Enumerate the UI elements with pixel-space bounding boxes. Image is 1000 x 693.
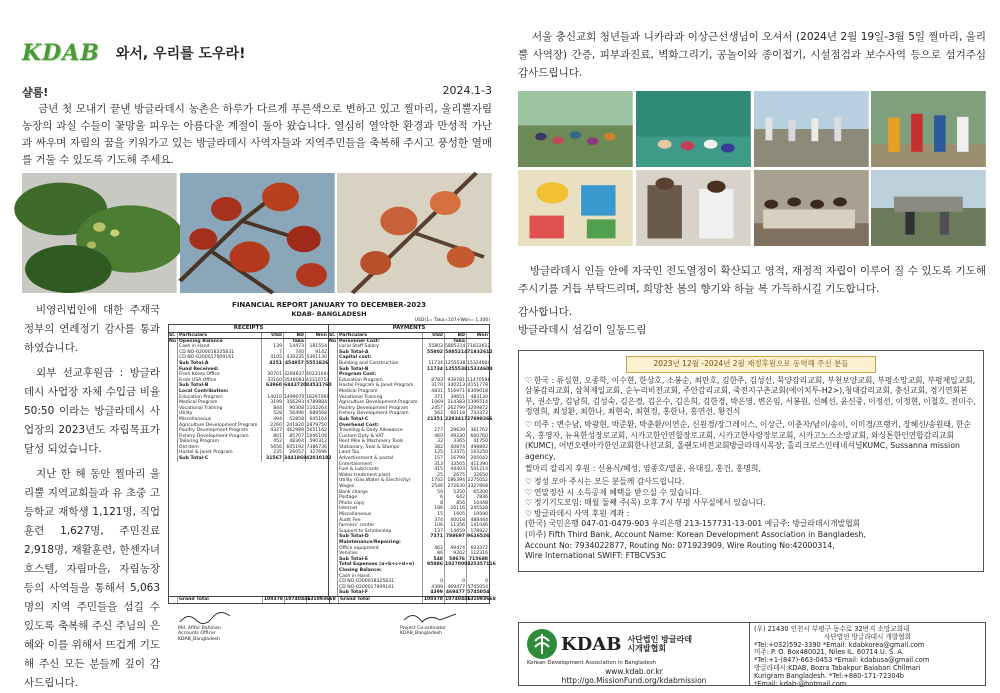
col-usd: USD xyxy=(262,333,284,338)
payments-row: Entertainment 313 33505 411390 xyxy=(329,462,489,468)
signoff-text: 방글라데시 섬김이 일동드림 xyxy=(518,324,647,336)
audit-paragraph: 비영리법인에 대한 주재국정부의 연례정기 감사를 통과하였습니다. xyxy=(24,304,160,354)
heart-icon: ♡ xyxy=(525,375,532,385)
signature-accounts-officer: Md. Afifur Rahman Accounts Officer KDAB_Bangladesh xyxy=(178,610,258,643)
payments-row: Support to Scholarship 137 14659 178922 xyxy=(329,529,489,535)
payments-row: Medical Program 4831 516971 6309018 xyxy=(329,389,489,395)
payments-row: Total Expenses (a+b+c+d+e) 95986 10270002 125357116 xyxy=(329,562,489,568)
payments-row: Vehicles 86 9202 112316 xyxy=(329,551,489,557)
signature-scribble xyxy=(178,610,258,626)
grand-receipts-usd: 100378 xyxy=(263,596,283,602)
letter-date: 2024.1-3 xyxy=(442,84,492,97)
payments-row: Hostel Program & Janet Program 3170 340213 4151778 xyxy=(329,383,489,389)
donor-box xyxy=(518,350,984,572)
payments-row: Office equipment 462 49474 603372 xyxy=(329,546,489,552)
payments-row: Maintenance/Repairing: xyxy=(329,540,489,546)
financial-report-title: FINANCIAL REPORT JANUARY TO DECEMBER-2023 xyxy=(232,301,426,309)
receipts-row: Hostel & Janet Program 235 26057 327696 xyxy=(169,450,328,456)
account-usa-3: Wire International SWIFT: FTBCVS3C xyxy=(525,551,667,561)
payments-row: Utility (Gas,Water & Electricity) 1742 186394 2275052 xyxy=(329,478,489,484)
prayer-request-paragraph: 방글라데시 인들 안에 자국민 전도열정이 확산되고 영적, 재정적 자립이 이루어 질 수 있도록 기도해 주시기를 거듭 부탁드리며, 희망찬 봄의 향기와 하늘 복 가득하시길 기도합니다. xyxy=(518,265,986,295)
photo-facility-inspection xyxy=(871,170,986,246)
payments-row: Internet 186 20116 245528 xyxy=(329,506,489,512)
signature-scribble xyxy=(400,610,480,626)
payments-row: Building and Construction 11734 1255538 15324604 xyxy=(329,361,489,367)
receipts-row: Sub Total-B 63960 6843720 83531760 xyxy=(169,383,328,389)
payments-row: Custom Duty & VAT 460 49230 600760 xyxy=(329,434,489,440)
lower-section xyxy=(22,301,496,693)
flower-photo-row xyxy=(22,173,492,293)
payments-row: CD NO-0200017909161 4399 469477 5745054 xyxy=(329,585,489,591)
signatures xyxy=(168,610,490,643)
header xyxy=(22,28,492,78)
grand-receipts-won: 131093668 xyxy=(307,596,336,602)
payments-row: Sub Total-D 7371 788697 9626526 xyxy=(329,534,489,540)
receipts-table xyxy=(169,325,332,596)
payments-row: Miscellaneous 15 1605 19590 xyxy=(329,512,489,518)
receipts-row: Education Program 14010 1499070 18297060 xyxy=(169,395,328,401)
payments-heading: PAYMENTS xyxy=(329,325,489,333)
financial-tables xyxy=(168,324,496,597)
col-usd: USD xyxy=(423,333,445,338)
receipts-row: Old Item 5656 605192 7386736 xyxy=(169,445,328,451)
payments-row: Personnel Cost: xyxy=(329,339,489,345)
receipts-row: From USA Office 33160 3548083 43310714 xyxy=(169,378,328,384)
annual-summary-paragraph: 지난 한 해 동안 찔마리 울리뿔 지역교회들과 유 초중 고등학교 재학생 1,121명, 직업훈련 1,627명, 주민진료 2,918명, 재활훈련, 한센자녀 호스텔, 자림마을, 자림농장 등의 사역들을 통해서 5,063명의 지역 주민들을 섬길 수 있도록 축복해 주신 주님의 은혜와 이를 위해서 뜨겁게 기도해 주신 모든 분들께 깊이 감사드립니다. xyxy=(24,468,160,689)
receipts-row: Opening Balance xyxy=(169,339,328,345)
col-sl: Sl. No xyxy=(169,333,177,344)
receipts-row: Miscellaneous 494 52858 645164 xyxy=(169,417,328,423)
grand-total-label: Grand Total xyxy=(178,597,263,603)
payments-row: Sub Total-F 4399 469477 5745054 xyxy=(329,590,489,596)
receipts-row: Fund Received: xyxy=(169,367,328,373)
photo-group-standing xyxy=(871,91,986,167)
footer-org-korean: 사단법인 방글라데시개발협회 xyxy=(627,635,693,653)
receipts-row: Local Contribution: xyxy=(169,389,328,395)
receipts-row: Vocational Training 844 90308 1102264 xyxy=(169,406,328,412)
photo-fruit-tree xyxy=(22,173,177,293)
payments-row: Audit Fee 374 40018 488444 xyxy=(329,518,489,524)
receipts-row: Poultry Development Program 4327 462989 5651162 xyxy=(169,428,328,434)
receipts-row: CD NO-0200018325831 7 740 9142 xyxy=(169,350,328,356)
account-usa-1: (미주) Fifth Third Bank, Account Name: Korean Development Association in Bangladesh, xyxy=(525,529,866,539)
receipts-row: From Korea Office 30701 3284837 40231044 xyxy=(169,372,328,378)
payments-row: Agriculture Development Program 1069 114383 1396514 xyxy=(329,400,489,406)
receipts-row: Tailoring Program 452 48364 590312 xyxy=(169,439,328,445)
receipts-row: Utility 528 56496 689568 xyxy=(169,411,328,417)
payments-row: Education Program 8783 939781 11470598 xyxy=(329,378,489,384)
greeting-row xyxy=(22,84,492,100)
right-column xyxy=(518,28,986,688)
financial-report xyxy=(168,301,496,693)
grand-total-row xyxy=(168,596,496,604)
payments-row: Postage 6 642 7836 xyxy=(329,495,489,501)
prayer-meeting-line: ♡ 정기기도모임: 매월 둘째 주(목) 오후 7시 부평 사무실에서 있습니다. xyxy=(525,498,766,508)
col-particulars: Particulars xyxy=(178,333,262,338)
volunteer-photo-grid xyxy=(518,91,986,246)
grand-payments-won: 131093668 xyxy=(467,596,496,602)
payments-row: Sub Total-E 548 58676 715688 xyxy=(329,557,489,563)
kdab-logo: KDAB xyxy=(22,40,100,66)
volunteer-intro: 서울 충신교회 청년들과 니카라과 이상근선생님이 오셔서 (2024년 2월 19일-3월 5일 찔마리, 울리뿔 사역장) 간증, 피부과진료, 벽화그리기, 공놀이와 종이접기, 시설점검과 보수사역 등으로 섬겨주심 감사드립니다. xyxy=(518,31,986,79)
account-title: ♡ 방글라데시 사역 후원 계좌 : xyxy=(525,508,630,518)
payments-row: Water treatment plant 25 2675 32650 xyxy=(329,473,489,479)
photo-red-blossoms xyxy=(180,173,335,293)
heart-icon: ♡ xyxy=(525,508,532,518)
donors-chilmari: 찔마리 칼리지 후원 : 신용식/혜성, 염종호/열윤, 유대길, 홍건, 홍명희, xyxy=(525,464,761,474)
footer-kdab-logo: KDAB xyxy=(561,633,622,655)
payments-row: Cash in Hand xyxy=(329,574,489,580)
payments-row: Program Cost: xyxy=(329,372,489,378)
website-link[interactable]: www.kdab.or.kr xyxy=(605,667,663,676)
photo-children-outdoor xyxy=(518,91,633,167)
grand-payments-bdt: 10740446 xyxy=(445,596,471,602)
heart-icon: ♡ xyxy=(525,498,532,508)
payments-row: Bank charge 50 5350 65300 xyxy=(329,490,489,496)
receipts-row: Sub Total-C 31567 3441869 42010182 xyxy=(169,456,328,462)
payments-row: Capital cost: xyxy=(329,355,489,361)
thanks-line: ♡ 정성 모아 주시는 모든 분들께 감사드립니다. xyxy=(525,476,685,486)
photo-ball-game xyxy=(754,91,869,167)
greeting: 샬롬! xyxy=(22,86,49,99)
account-korea: (한국) 국민은행 047-01-0479-903 우리은행 213-157731-13-001 예금주: 방글라데시개발협회 xyxy=(525,519,861,529)
photo-hall-gathering xyxy=(636,91,751,167)
grand-receipts-bdt: 10740446 xyxy=(285,596,311,602)
heart-icon: ♡ xyxy=(525,476,532,486)
col-sl: Sl. No xyxy=(329,333,337,344)
heart-icon: ♡ xyxy=(525,487,532,497)
financial-report-subtitle: KDAB- BANGLADESH xyxy=(291,310,367,318)
payments-row: Advertisement & postal 157 16799 205042 xyxy=(329,456,489,462)
tax-line: ♡ 연말정산 시 소득공제 혜택을 받으실 수 있습니다. xyxy=(525,487,702,497)
left-column xyxy=(22,28,496,689)
receipts-row: CD NO-0200017909161 4105 439235 5361130 xyxy=(169,355,328,361)
payments-row: Sub Total-B 11734 1255538 15324604 xyxy=(329,367,489,373)
payments-row: Overhead Cost: xyxy=(329,423,489,429)
photo-mural-painting xyxy=(518,170,633,246)
payments-row: Stationary, Seal & Stamps 382 40874 498892 xyxy=(329,445,489,451)
heart-icon: ♡ xyxy=(525,419,532,429)
payments-row: Vocational Training 371 39651 483130 xyxy=(329,395,489,401)
page-title: 와서, 우리를 도우라! xyxy=(115,46,246,62)
photo-clinic xyxy=(636,170,751,246)
payments-row: Land Tax 125 13375 163250 xyxy=(329,450,489,456)
payments-row: Sub Total-A 55802 5885214 71832612 xyxy=(329,350,489,356)
signature-project-coordinator: Project Co-ordinator KDAB_Bangladesh xyxy=(400,610,480,643)
kdab-logo-icon xyxy=(527,629,557,659)
col-won: Won xyxy=(476,333,488,338)
payments-row: CD NO-0200018325831 0 0 0 xyxy=(329,579,489,585)
payments-row: Photo copy 8 856 10448 xyxy=(329,501,489,507)
donor-banner: 2023년 12월 -2024년 2월 재정후원으로 동역해 주신 분들 xyxy=(626,356,876,373)
donors-korea: ♡ 한국 : 류심현, 오종학, 이수현, 한상호, 소봉순, 최만호, 김한주, 김성선, 묵양감리교회, 부천보양교회, 부평소망교회, 부평제일교회, 삼봉감리교회, 삼척제일교회, 순누리비전교회, 주안감리교회, 죽전지구촌교회(에이치투-H2>),청대감리교회, 충신교회, 경기연회본부, 권소망, 김남희, 김성숙, 김은경, 김은수, 김은희, 김한경, 박은영, 변은임, 서봉원, 신혜선, 윤신중, 이정선, 이정현, 이철호, 전미수, 정영희, 최성환, 최한나, 최현숙, 최현정, 홍한나, 홍연선, 황건식 xyxy=(525,375,976,417)
footer-org-english: Korean Development Association in Bangladesh xyxy=(527,660,657,666)
receipts-row: Cash in Hand 139 14473 181554 xyxy=(169,344,328,350)
photo-team-group xyxy=(754,170,869,246)
currency-note: USD(1= Taka=107+Won= 1,306) xyxy=(414,318,490,323)
receipts-row: Agriculture Development Program 2260 241820 2879750 xyxy=(169,423,328,429)
account-usa-2: Account No: 7934022877, Routing No: 071923909, Wire Routing No:42000314, xyxy=(525,540,835,550)
col-bdt: BD Taka xyxy=(445,333,467,338)
payments-row: Sub Total-C 21351 2283417 27898266 xyxy=(329,417,489,423)
self-support-paragraph: 외부 선교후원금 : 방글라데시 사업장 자체 수입금 비율 50:50 이라는 방글라데시 사업장의 2023년도 자립목표가 달성 되었습니다. xyxy=(24,367,160,455)
payments-row: Rent Mile & Machinery Tools 32 3365 41750 xyxy=(329,439,489,445)
receipts-row: Fishery Development Program 801 85707 1046106 xyxy=(169,434,328,440)
missionfund-link[interactable]: http://go.MissionFund.org/kdabmission xyxy=(561,676,707,685)
grand-payments-usd: 100378 xyxy=(423,596,443,602)
col-won: Won xyxy=(315,333,327,338)
col-bdt: BD Taka xyxy=(284,333,306,338)
payments-row: Closing Balance: xyxy=(329,568,489,574)
payments-table xyxy=(329,325,496,596)
receipts-row: Medical Program 3199 356293 4789884 xyxy=(169,400,328,406)
donors-usa: ♡ 미주 : 변수남, 박광현, 박준환, 박춘환/이연순, 신원경/장그레이스, 이상근, 이춘자/남이/송이, 이미경/프랭키, 장혜선/송원태, 한순옥, 홍영자, 뉴욕한성장로교회, 시카고한인연합장로교회, 시카고한사랑장로교회, 시카고노스소망교회, 와싱톤한인연합감리교회(KUMC), 어번오렌아카한인교회한나선교회, 올랜도비전교회방글라데시목장, 홀리크로스인테네셔널KUMC, Sussanna mission agency, xyxy=(525,419,972,461)
receipts-heading: RECEIPTS xyxy=(169,325,328,333)
payments-row: Wages 2546 272630 3327668 xyxy=(329,484,489,490)
payments-row: Local Staff Salary 55802 5885214 71832612 xyxy=(329,344,489,350)
grand-total-label: Grand Total xyxy=(339,597,423,603)
intro-paragraph: 금년 첫 모내기 끝낸 방글라데시 농촌은 하루가 다르게 푸른색으로 변하고 있고 찔마리, 울리뿔자림농장의 과실 수들이 꽃망울 피우는 아름다운 계절이 돌아 왔습니다. 열심히 열악한 환경과 만성적 가난과 싸우며 자림의 꿈을 키워가고 있는 방글라데시 사역자들과 지역주민들을 축복해 주시고 풍성한 열매를 거둘 수 있도록 기도해 주세요. xyxy=(22,103,492,166)
col-particulars: Particulars xyxy=(338,333,423,338)
payments-row: farmers' center 106 11356 141046 xyxy=(329,523,489,529)
receipts-row: Sub Total-A 4251 454857 5551826 xyxy=(169,361,328,367)
thanks-text: 감사합니다. xyxy=(518,306,573,318)
payments-row: Fuel & Lubricants 415 44403 541214 xyxy=(329,467,489,473)
footer-logo-box xyxy=(518,622,750,686)
footer xyxy=(518,622,986,686)
payments-row: Fishery Development Program 562 60118 733372 xyxy=(329,411,489,417)
footer-address-box: (우) 21430 인천시 부평구 동수로 32번지 소망교회내 사단법인 방글라데시 개발협회 *Tel:+032)592-3390 *Email: kdabkorea@gmail.com 미주: P. O. Box480021, Niles IL. 60714 U. S. A. *Tel:+1-(847)-663-0453 *Email: kdabusa@gmail.com 방글라데시:KDAB, Bozra Tabakpur Balabari Chilmari Kurigram Bangladesh. *Tel:+880-171-72304b *Email: kdab-@hotmail.com xyxy=(750,622,986,686)
payments-row: Poultry Development Program 2457 262799 3209872 xyxy=(329,406,489,412)
report-text-column xyxy=(22,301,160,693)
payments-row: Traveling & Daily Allowance 277 29639 361762 xyxy=(329,428,489,434)
photo-flowering-branch xyxy=(337,173,492,293)
